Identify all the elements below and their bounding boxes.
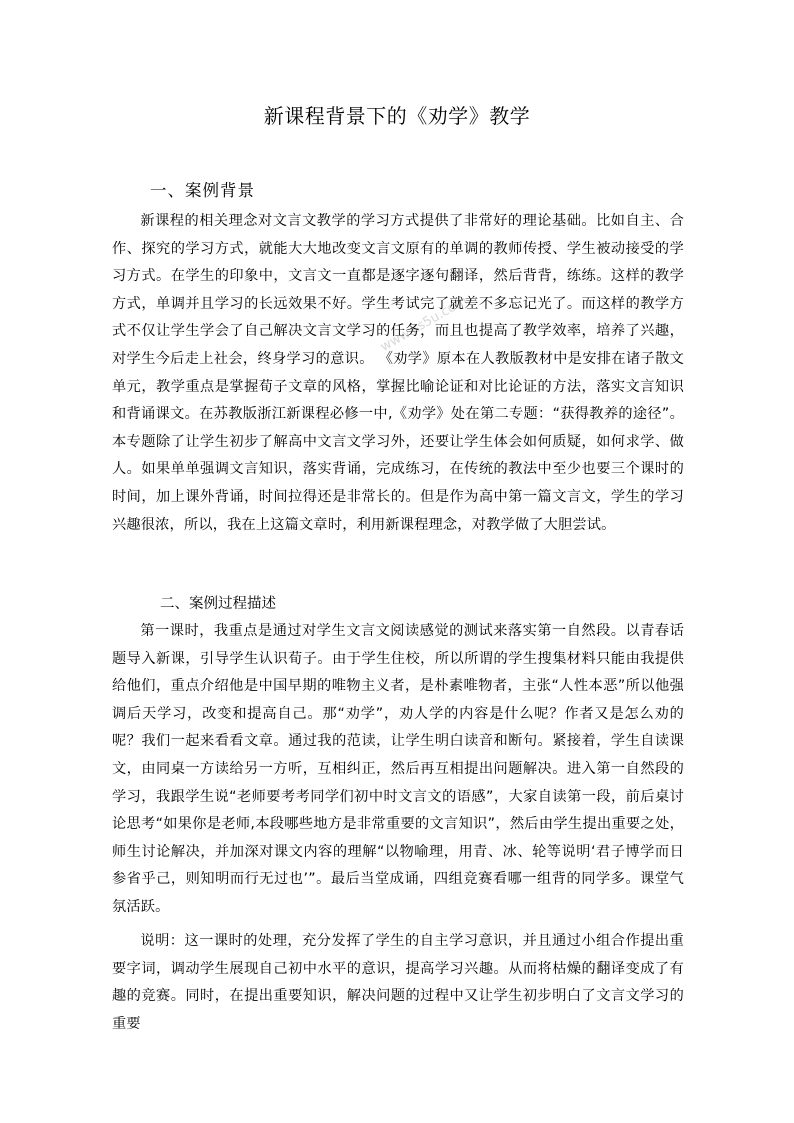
paragraph-background: 新课程的相关理念对文言文教学的学习方式提供了非常好的理论基础。比如自主、合作、探究的学习方式，就能大大地改变文言文原有的单调的教师传授、学生被动接受的学习方式。在学生的印象中，文言文一直都是逐字逐句翻译，然后背背，练练。这样的教学方式，单调并且学习的长远效果不好。学生考试完了就差不多忘记光了。而这样的教学方式不仅让学生学会了自己解决文言文学习的任务，而且也提高了教学效率，培养了兴趣，对学生今后走上社会，终身学习的意识。 《劝学》原本在人教版教材中是安排在诸子散文单元，教学重点是掌握荀子文章的风格，掌握比喻论证和对比论证的方法，落实文言知识和背诵课文。在苏教版浙江新课程必修一中,《劝学》处在第二专题：“获得教养的途径”。本专题除了让学生初步了解高中文言文学习外，还要让学生体会如何质疑，如何求学、做人。如果单单强调文言知识，落实背诵，完成练习，在传统的教法中至少也要三个课时的时间，加上课外背诵，时间拉得还是非常长的。但是作为高中第一篇文言文，学生的学习兴趣很浓，所以，我在上这篇文章时，利用新课程理念，对教学做了大胆尝试。 bbox=[112, 213, 684, 533]
document-title: 新课程背景下的《劝学》教学 bbox=[263, 104, 531, 128]
watermark: www.ks5u.com bbox=[378, 293, 470, 355]
section-heading-process: 二、案例过程描述 bbox=[160, 596, 276, 612]
paragraph-note: 说明：这一课时的处理，充分发挥了学生的自主学习意识，并且通过小组合作提出重要字词，调动学生展现自己初中水平的意识，提高学习兴趣。从而将枯燥的翻译变成了有趣的竞赛。同时，在提出重要知识，解决问题的过程中又让学生初步明白了文言文学习的重要 bbox=[112, 933, 684, 1032]
section-heading-background: 一、案例背景 bbox=[150, 181, 255, 200]
paragraph-process: 第一课时，我重点是通过对学生文言文阅读感觉的测试来落实第一自然段。以青春话题导入新课，引导学生认识荀子。由于学生住校，所以所谓的学生搜集材料只能由我提供给他们，重点介绍他是中国早期的唯物主义者，是朴素唯物者，主张“人性本恶”所以他强调后天学习，改变和提高自己。那“劝学”，劝人学的内容是什么呢？作者又是怎么劝的呢？我们一起来看看文章。通过我的范读，让学生明白读音和断句。紧接着，学生自读课文，由同桌一方读给另一方听，互相纠正，然后再互相提出问题解决。进入第一自然段的学习，我跟学生说“老师要考考同学们初中时文言文的语感”，大家自读第一段，前后桌讨论思考“如果你是老师,本段哪些地方是非常重要的文言知识”，然后由学生提出重要之处，师生讨论解决，并加深对课文内容的理解“以物喻理，用青、冰、轮等说明‘君子博学而日参省乎己，则知明而行无过也’”。最后当堂成诵，四组竞赛看哪一组背的同学多。课堂气氛活跃。 bbox=[112, 623, 684, 915]
